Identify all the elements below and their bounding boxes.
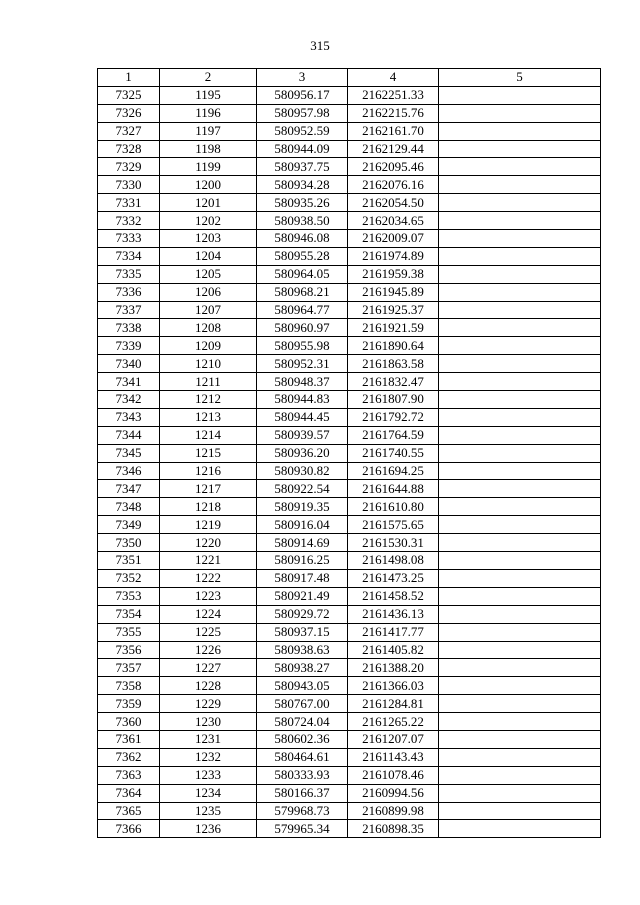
- cell-note: [439, 337, 601, 355]
- cell-note: [439, 319, 601, 337]
- cell-point-number: 7354: [98, 605, 160, 623]
- cell-y-coordinate: 2161366.03: [348, 677, 439, 695]
- cell-y-coordinate: 2161921.59: [348, 319, 439, 337]
- cell-index: 1212: [160, 391, 257, 409]
- cell-note: [439, 552, 601, 570]
- cell-y-coordinate: 2161265.22: [348, 713, 439, 731]
- cell-y-coordinate: 2161863.58: [348, 355, 439, 373]
- cell-note: [439, 140, 601, 158]
- cell-index: 1226: [160, 641, 257, 659]
- cell-y-coordinate: 2162009.07: [348, 230, 439, 248]
- cell-y-coordinate: 2161959.38: [348, 265, 439, 283]
- cell-point-number: 7331: [98, 194, 160, 212]
- cell-point-number: 7356: [98, 641, 160, 659]
- table-row: [98, 534, 601, 552]
- table-row: [98, 140, 601, 158]
- cell-y-coordinate: 2161530.31: [348, 534, 439, 552]
- cell-x-coordinate: 580937.75: [257, 158, 348, 176]
- table-row: [98, 802, 601, 820]
- table-row: [98, 462, 601, 480]
- cell-y-coordinate: 2161740.55: [348, 444, 439, 462]
- cell-x-coordinate: 580943.05: [257, 677, 348, 695]
- cell-point-number: 7336: [98, 283, 160, 301]
- cell-index: 1233: [160, 766, 257, 784]
- cell-point-number: 7364: [98, 784, 160, 802]
- table-row: [98, 158, 601, 176]
- table-row: [98, 283, 601, 301]
- cell-point-number: 7365: [98, 802, 160, 820]
- cell-y-coordinate: 2161388.20: [348, 659, 439, 677]
- table-row: [98, 713, 601, 731]
- cell-point-number: 7329: [98, 158, 160, 176]
- cell-x-coordinate: 580930.82: [257, 462, 348, 480]
- cell-point-number: 7344: [98, 426, 160, 444]
- cell-y-coordinate: 2161143.43: [348, 748, 439, 766]
- table-row: [98, 86, 601, 104]
- cell-y-coordinate: 2162129.44: [348, 140, 439, 158]
- cell-y-coordinate: 2161405.82: [348, 641, 439, 659]
- cell-y-coordinate: 2161417.77: [348, 623, 439, 641]
- cell-index: 1229: [160, 695, 257, 713]
- table-row: [98, 408, 601, 426]
- cell-point-number: 7349: [98, 516, 160, 534]
- table-row: [98, 104, 601, 122]
- cell-index: 1207: [160, 301, 257, 319]
- cell-y-coordinate: 2161473.25: [348, 569, 439, 587]
- cell-note: [439, 695, 601, 713]
- table-row: [98, 784, 601, 802]
- table-row: [98, 122, 601, 140]
- cell-point-number: 7351: [98, 552, 160, 570]
- cell-x-coordinate: 580767.00: [257, 695, 348, 713]
- cell-point-number: 7340: [98, 355, 160, 373]
- cell-x-coordinate: 580957.98: [257, 104, 348, 122]
- table-row: [98, 391, 601, 409]
- table-row: [98, 498, 601, 516]
- cell-note: [439, 212, 601, 230]
- cell-point-number: 7361: [98, 730, 160, 748]
- cell-index: 1219: [160, 516, 257, 534]
- cell-x-coordinate: 580938.27: [257, 659, 348, 677]
- cell-index: 1228: [160, 677, 257, 695]
- cell-index: 1224: [160, 605, 257, 623]
- cell-y-coordinate: 2161890.64: [348, 337, 439, 355]
- cell-note: [439, 587, 601, 605]
- cell-y-coordinate: 2161284.81: [348, 695, 439, 713]
- cell-index: 1205: [160, 265, 257, 283]
- cell-y-coordinate: 2161207.07: [348, 730, 439, 748]
- cell-note: [439, 748, 601, 766]
- cell-note: [439, 623, 601, 641]
- cell-y-coordinate: 2162161.70: [348, 122, 439, 140]
- cell-x-coordinate: 580914.69: [257, 534, 348, 552]
- cell-note: [439, 265, 601, 283]
- cell-x-coordinate: 580464.61: [257, 748, 348, 766]
- cell-y-coordinate: 2162034.65: [348, 212, 439, 230]
- cell-index: 1195: [160, 86, 257, 104]
- cell-y-coordinate: 2161610.80: [348, 498, 439, 516]
- cell-point-number: 7330: [98, 176, 160, 194]
- cell-point-number: 7332: [98, 212, 160, 230]
- cell-x-coordinate: 580938.63: [257, 641, 348, 659]
- cell-index: 1199: [160, 158, 257, 176]
- table-row: [98, 677, 601, 695]
- cell-x-coordinate: 580166.37: [257, 784, 348, 802]
- cell-note: [439, 444, 601, 462]
- table-row: [98, 230, 601, 248]
- cell-x-coordinate: 580964.77: [257, 301, 348, 319]
- cell-index: 1223: [160, 587, 257, 605]
- cell-y-coordinate: 2161436.13: [348, 605, 439, 623]
- cell-x-coordinate: 580952.31: [257, 355, 348, 373]
- cell-index: 1235: [160, 802, 257, 820]
- cell-x-coordinate: 580944.45: [257, 408, 348, 426]
- table-row: [98, 212, 601, 230]
- cell-index: 1201: [160, 194, 257, 212]
- table-header-row: [98, 69, 601, 87]
- cell-x-coordinate: 580724.04: [257, 713, 348, 731]
- cell-index: 1217: [160, 480, 257, 498]
- cell-y-coordinate: 2161925.37: [348, 301, 439, 319]
- cell-y-coordinate: 2161644.88: [348, 480, 439, 498]
- table-row: [98, 641, 601, 659]
- cell-point-number: 7345: [98, 444, 160, 462]
- cell-point-number: 7353: [98, 587, 160, 605]
- cell-point-number: 7328: [98, 140, 160, 158]
- cell-y-coordinate: 2161498.08: [348, 552, 439, 570]
- cell-note: [439, 802, 601, 820]
- coordinates-table: [97, 68, 601, 838]
- cell-x-coordinate: 579968.73: [257, 802, 348, 820]
- table-row: [98, 695, 601, 713]
- cell-point-number: 7339: [98, 337, 160, 355]
- cell-index: 1227: [160, 659, 257, 677]
- cell-note: [439, 569, 601, 587]
- cell-x-coordinate: 580919.35: [257, 498, 348, 516]
- table-row: [98, 516, 601, 534]
- cell-index: 1220: [160, 534, 257, 552]
- cell-note: [439, 426, 601, 444]
- column-header-3: 3: [257, 69, 348, 87]
- table-row: [98, 605, 601, 623]
- cell-index: 1197: [160, 122, 257, 140]
- cell-point-number: 7350: [98, 534, 160, 552]
- cell-x-coordinate: 580944.83: [257, 391, 348, 409]
- cell-note: [439, 176, 601, 194]
- table-row: [98, 355, 601, 373]
- cell-note: [439, 122, 601, 140]
- table-row: [98, 319, 601, 337]
- cell-index: 1221: [160, 552, 257, 570]
- column-header-1: 1: [98, 69, 160, 87]
- cell-x-coordinate: 580944.09: [257, 140, 348, 158]
- cell-x-coordinate: 580939.57: [257, 426, 348, 444]
- cell-index: 1209: [160, 337, 257, 355]
- cell-index: 1200: [160, 176, 257, 194]
- cell-index: 1213: [160, 408, 257, 426]
- cell-note: [439, 516, 601, 534]
- cell-point-number: 7358: [98, 677, 160, 695]
- cell-y-coordinate: 2161945.89: [348, 283, 439, 301]
- cell-note: [439, 158, 601, 176]
- table-row: [98, 623, 601, 641]
- cell-point-number: 7360: [98, 713, 160, 731]
- column-header-2: 2: [160, 69, 257, 87]
- cell-x-coordinate: 580922.54: [257, 480, 348, 498]
- cell-y-coordinate: 2160898.35: [348, 820, 439, 838]
- cell-note: [439, 659, 601, 677]
- cell-x-coordinate: 580952.59: [257, 122, 348, 140]
- table-row: [98, 176, 601, 194]
- cell-x-coordinate: 580937.15: [257, 623, 348, 641]
- cell-point-number: 7326: [98, 104, 160, 122]
- cell-note: [439, 247, 601, 265]
- cell-y-coordinate: 2160994.56: [348, 784, 439, 802]
- cell-point-number: 7325: [98, 86, 160, 104]
- cell-note: [439, 301, 601, 319]
- cell-index: 1222: [160, 569, 257, 587]
- cell-y-coordinate: 2161807.90: [348, 391, 439, 409]
- cell-note: [439, 480, 601, 498]
- cell-note: [439, 408, 601, 426]
- cell-point-number: 7347: [98, 480, 160, 498]
- column-header-5: 5: [439, 69, 601, 87]
- cell-x-coordinate: 580955.98: [257, 337, 348, 355]
- cell-point-number: 7357: [98, 659, 160, 677]
- cell-y-coordinate: 2161575.65: [348, 516, 439, 534]
- cell-x-coordinate: 580956.17: [257, 86, 348, 104]
- cell-note: [439, 104, 601, 122]
- cell-x-coordinate: 580921.49: [257, 587, 348, 605]
- cell-y-coordinate: 2162076.16: [348, 176, 439, 194]
- cell-y-coordinate: 2162054.50: [348, 194, 439, 212]
- cell-note: [439, 730, 601, 748]
- cell-x-coordinate: 580602.36: [257, 730, 348, 748]
- cell-index: 1206: [160, 283, 257, 301]
- cell-index: 1234: [160, 784, 257, 802]
- table-row: [98, 194, 601, 212]
- cell-index: 1230: [160, 713, 257, 731]
- cell-x-coordinate: 580916.04: [257, 516, 348, 534]
- cell-x-coordinate: 580935.26: [257, 194, 348, 212]
- cell-point-number: 7362: [98, 748, 160, 766]
- cell-index: 1216: [160, 462, 257, 480]
- cell-x-coordinate: 580964.05: [257, 265, 348, 283]
- cell-x-coordinate: 580946.08: [257, 230, 348, 248]
- cell-point-number: 7341: [98, 373, 160, 391]
- cell-y-coordinate: 2162215.76: [348, 104, 439, 122]
- cell-note: [439, 283, 601, 301]
- cell-note: [439, 677, 601, 695]
- cell-index: 1236: [160, 820, 257, 838]
- page-number: 315: [310, 38, 330, 53]
- cell-y-coordinate: 2162095.46: [348, 158, 439, 176]
- cell-index: 1231: [160, 730, 257, 748]
- cell-x-coordinate: 580917.48: [257, 569, 348, 587]
- cell-point-number: 7363: [98, 766, 160, 784]
- table-row: [98, 480, 601, 498]
- cell-index: 1232: [160, 748, 257, 766]
- table-row: [98, 552, 601, 570]
- cell-x-coordinate: 579965.34: [257, 820, 348, 838]
- cell-point-number: 7348: [98, 498, 160, 516]
- table-row: [98, 569, 601, 587]
- table-row: [98, 444, 601, 462]
- cell-note: [439, 391, 601, 409]
- table-row: [98, 247, 601, 265]
- cell-y-coordinate: 2161832.47: [348, 373, 439, 391]
- cell-y-coordinate: 2160899.98: [348, 802, 439, 820]
- cell-point-number: 7335: [98, 265, 160, 283]
- cell-y-coordinate: 2161974.89: [348, 247, 439, 265]
- cell-note: [439, 462, 601, 480]
- cell-index: 1215: [160, 444, 257, 462]
- cell-x-coordinate: 580938.50: [257, 212, 348, 230]
- cell-note: [439, 713, 601, 731]
- cell-y-coordinate: 2161458.52: [348, 587, 439, 605]
- cell-point-number: 7327: [98, 122, 160, 140]
- cell-index: 1198: [160, 140, 257, 158]
- cell-point-number: 7366: [98, 820, 160, 838]
- cell-index: 1202: [160, 212, 257, 230]
- cell-index: 1196: [160, 104, 257, 122]
- cell-note: [439, 498, 601, 516]
- table-row: [98, 373, 601, 391]
- cell-y-coordinate: 2162251.33: [348, 86, 439, 104]
- cell-x-coordinate: 580936.20: [257, 444, 348, 462]
- table-row: [98, 820, 601, 838]
- cell-point-number: 7337: [98, 301, 160, 319]
- cell-note: [439, 230, 601, 248]
- cell-point-number: 7333: [98, 230, 160, 248]
- table-row: [98, 337, 601, 355]
- column-header-4: 4: [348, 69, 439, 87]
- cell-note: [439, 355, 601, 373]
- table-row: [98, 265, 601, 283]
- cell-point-number: 7352: [98, 569, 160, 587]
- cell-x-coordinate: 580333.93: [257, 766, 348, 784]
- cell-x-coordinate: 580955.28: [257, 247, 348, 265]
- cell-point-number: 7338: [98, 319, 160, 337]
- cell-index: 1225: [160, 623, 257, 641]
- table-row: [98, 301, 601, 319]
- table-row: [98, 766, 601, 784]
- cell-note: [439, 194, 601, 212]
- cell-point-number: 7342: [98, 391, 160, 409]
- cell-y-coordinate: 2161764.59: [348, 426, 439, 444]
- cell-point-number: 7346: [98, 462, 160, 480]
- cell-index: 1203: [160, 230, 257, 248]
- cell-x-coordinate: 580934.28: [257, 176, 348, 194]
- cell-y-coordinate: 2161078.46: [348, 766, 439, 784]
- cell-point-number: 7334: [98, 247, 160, 265]
- table-row: [98, 659, 601, 677]
- cell-note: [439, 534, 601, 552]
- cell-x-coordinate: 580968.21: [257, 283, 348, 301]
- cell-x-coordinate: 580916.25: [257, 552, 348, 570]
- cell-point-number: 7355: [98, 623, 160, 641]
- cell-y-coordinate: 2161792.72: [348, 408, 439, 426]
- cell-index: 1204: [160, 247, 257, 265]
- cell-index: 1210: [160, 355, 257, 373]
- cell-point-number: 7343: [98, 408, 160, 426]
- cell-note: [439, 820, 601, 838]
- cell-index: 1218: [160, 498, 257, 516]
- cell-note: [439, 605, 601, 623]
- cell-note: [439, 766, 601, 784]
- cell-x-coordinate: 580948.37: [257, 373, 348, 391]
- cell-note: [439, 373, 601, 391]
- cell-x-coordinate: 580929.72: [257, 605, 348, 623]
- cell-index: 1211: [160, 373, 257, 391]
- cell-note: [439, 784, 601, 802]
- table-body: [98, 86, 601, 837]
- cell-index: 1214: [160, 426, 257, 444]
- table-row: [98, 730, 601, 748]
- cell-note: [439, 86, 601, 104]
- cell-y-coordinate: 2161694.25: [348, 462, 439, 480]
- cell-note: [439, 641, 601, 659]
- cell-x-coordinate: 580960.97: [257, 319, 348, 337]
- cell-point-number: 7359: [98, 695, 160, 713]
- table-row: [98, 587, 601, 605]
- table-row: [98, 748, 601, 766]
- table-row: [98, 426, 601, 444]
- cell-index: 1208: [160, 319, 257, 337]
